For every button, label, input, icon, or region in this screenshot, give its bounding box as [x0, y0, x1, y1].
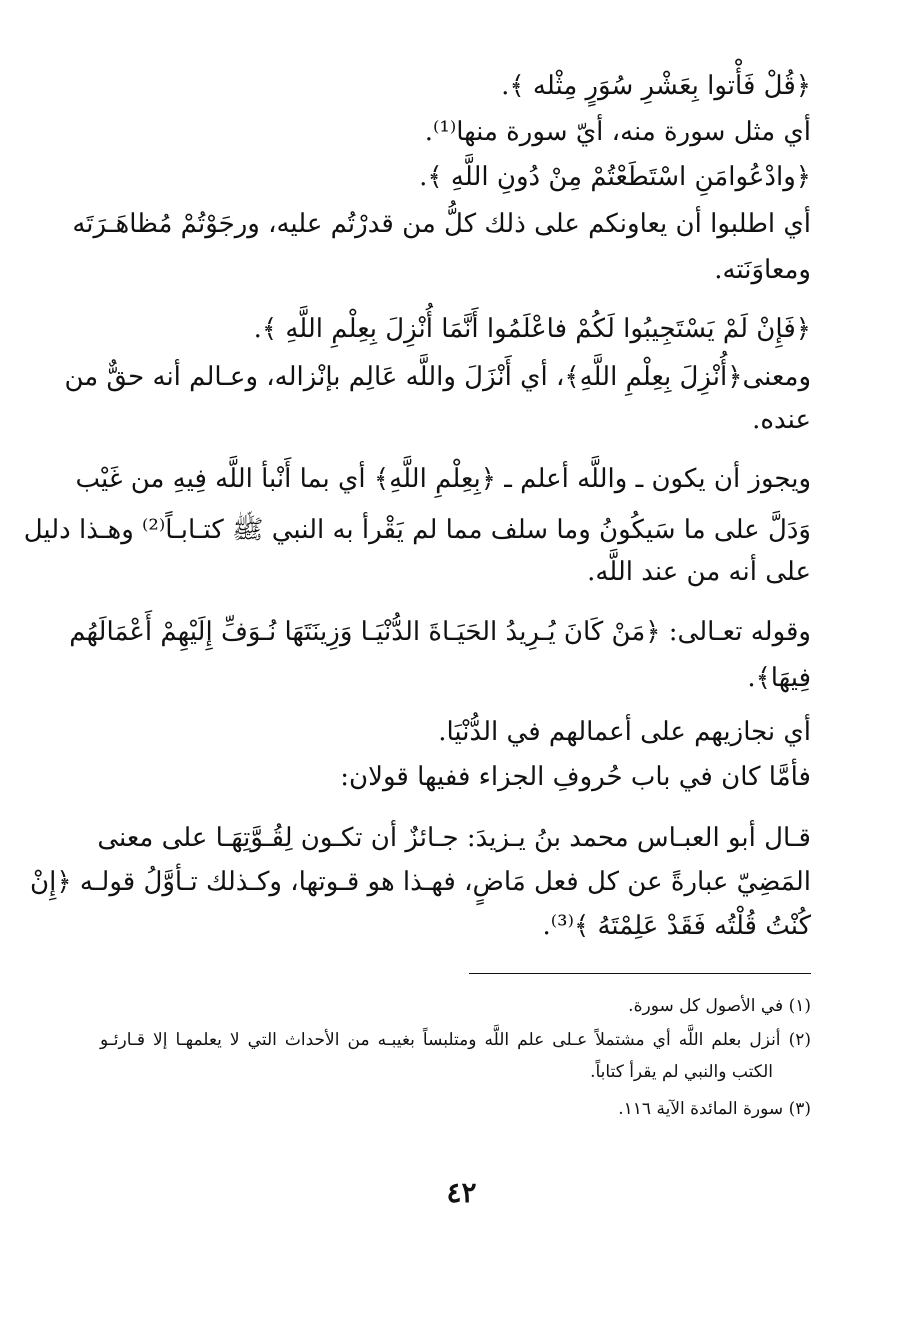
quran-verse-line: ﴿وادْعُوامَنِ اسْتَطَعْتُمْ مِنْ دُونِ اللَّهِ ﴾.	[419, 162, 811, 192]
text-line: ويجوز أن يكون ـ واللَّه أعلم ـ ﴿بِعِلْمِ اللَّهِ﴾ أي بما أَنْبأ اللَّه فِيهِ من غَيْب	[75, 464, 811, 494]
quran-verse-line: ﴿فَإِنْ لَمْ يَسْتَجِيبُوا لَكُمْ فاعْلَمُوا أَنَّمَا أُنْزِلَ بِعِلْمِ اللَّهِ ﴾.	[253, 314, 811, 344]
quran-verse-line: ﴿قُلْ فَأْتوا بِعَشْرِ سُوَرٍ مِثْله ﴾.	[501, 71, 811, 101]
text-line: المَضِيّ عبارةً عن كل فعل مَاضٍ، فهـذا هو قـوتها، وكـذلك تـأوَّلُ قولـه ﴿إِنْ	[30, 867, 811, 897]
text-line: ومعنى﴿أُنْزِلَ بِعِلْمِ اللَّهِ﴾، أي أَنْزَلَ واللَّه عَالِم بإنْزاله، وعـالم أنه حقٌّ من	[64, 362, 811, 392]
text-line: كُنْتُ قُلْتُه فَقَدْ عَلِمْتَهُ ﴾⁽³⁾.	[542, 911, 811, 941]
text-line: وَدَلَّ على ما سَيكُونُ وما سلف مما لم يَقْرأ به النبي ﷺ كتـابـاً⁽²⁾ وهـذا دليل	[23, 515, 811, 545]
text-line: فأمَّا كان في باب حُروفِ الجزاء ففيها قولان:	[340, 762, 811, 792]
footnote-separator	[469, 973, 811, 974]
footnote-2: (٢) أنزل بعلم اللَّه أي مشتملاً عـلى علم اللَّه ومتلبساً بغيبـه من الأحداث التي لا يعلمهـا إلا قـارئـو	[100, 1030, 811, 1050]
page-number: ٤٢	[446, 1176, 477, 1209]
footnote-2-continuation: الكتب والنبي لم يقرأ كتاباً.	[590, 1062, 773, 1082]
footnote-1: (١) في الأصول كل سورة.	[628, 996, 811, 1016]
text-line: أي اطلبوا أن يعاونكم على ذلك كلُّ من قدرْتُم عليه، ورجَوْتُمْ مُظاهَـرَتَه	[72, 209, 811, 239]
text-line: على أنه من عند اللَّه.	[587, 557, 811, 587]
text-line: عنده.	[752, 405, 811, 435]
text-line: أي نجازيهم على أعمالهم في الدُّنْيَا.	[438, 717, 811, 747]
quran-verse-line: فِيهَا﴾.	[747, 663, 811, 693]
text-line: وقوله تعـالى: ﴿مَنْ كَانَ يُـرِيدُ الحَيَـاةَ الدُّنْيَـا وَزِينَتَهَا نُـوَفِّ إِلَيْهِمْ أَعْمَالَهُم	[69, 617, 811, 647]
text-line: قـال أبو العبـاس محمد بنُ يـزيدَ: جـائزٌ أن تكـون لِقُـوَّتِهَـا على معنى	[97, 823, 811, 853]
text-line: أي مثل سورة منه، أيّ سورة منها⁽¹⁾.	[424, 117, 811, 147]
footnote-3: (٣) سورة المائدة الآية ١١٦.	[618, 1099, 811, 1119]
text-line: ومعاوَنَته.	[714, 255, 811, 285]
